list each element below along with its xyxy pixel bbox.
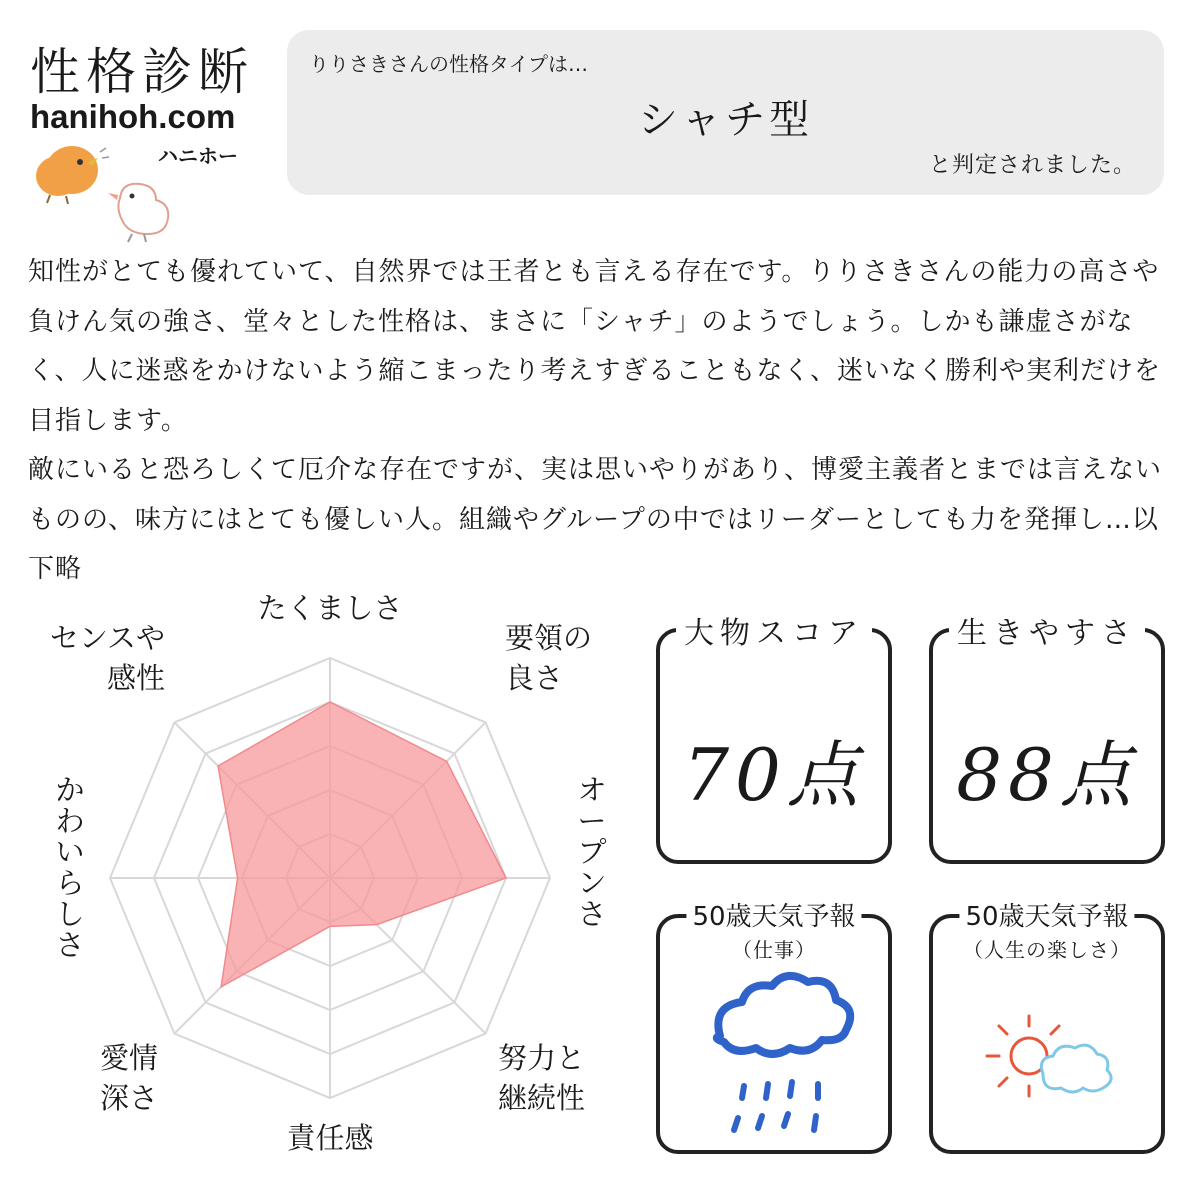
work-forecast-card [656, 902, 892, 1154]
result-intro-text: りりさきさんの性格タイプは… [309, 52, 588, 76]
radar-axis-label: センスや感性 [49, 621, 165, 695]
radar-axis-label: 要領の良さ [505, 621, 593, 695]
bigness-score-title: 大物スコア [676, 608, 872, 652]
radar-axis-label: かわいらしさ [55, 773, 85, 962]
chick-mascot-icon [20, 140, 180, 245]
white-chick-icon [108, 184, 168, 242]
radar-axis-label: 責任感 [286, 1121, 374, 1155]
site-subtitle: ハニホー [158, 146, 238, 168]
bigness-score-value: 70点 [683, 733, 865, 817]
orange-chick-icon [36, 146, 109, 204]
ease-score-title: 生きやすさ [949, 608, 1145, 652]
description-paragraph: 敵にいると恐ろしくて厄介な存在ですが、実は思いやりがあり、博愛主義者とまでは言えないものの、味方にはとても優しい人。組織やグループの中ではリーダーとしても力を発揮し…以下略 [28, 455, 1163, 584]
site-logo-title: 性格診断 [30, 43, 254, 101]
ease-score-card [929, 616, 1165, 864]
radar-axis-label: 努力と継続性 [498, 1041, 586, 1115]
personality-description [28, 248, 1178, 595]
personality-radar-chart [0, 590, 640, 1190]
result-panel [287, 30, 1164, 195]
work-forecast-subtitle: （仕事） [732, 938, 816, 962]
rain-cloud-icon [660, 958, 888, 1148]
site-domain[interactable]: hanihoh.com [30, 98, 236, 135]
description-paragraph: 知性がとても優れていて、自然界では王者とも言える存在です。りりさきさんの能力の高さや負けん気の強さ、堂々とした性格は、まさに「シャチ」のようでしょう。しかも謙虚さがなく、人に迷惑をかけないよう縮こまったり考えすぎることもなく、迷いなく勝利や実利だけを目指します。 [28, 257, 1161, 436]
radar-axis-label: オープンさ [577, 773, 607, 931]
result-outro-text: と判定されました。 [928, 153, 1136, 178]
cloud-icon [1041, 1045, 1111, 1092]
personality-type: シャチ型 [637, 97, 814, 143]
ease-score-value: 88点 [956, 733, 1138, 817]
radar-axis-label: たくましさ [257, 591, 403, 625]
sun-with-cloud-icon [933, 958, 1161, 1148]
life-forecast-card [929, 902, 1165, 1154]
life-forecast-title: 50歳天気予報 [959, 896, 1134, 933]
radar-axis-label: 愛情深さ [99, 1041, 158, 1115]
bigness-score-card [656, 616, 892, 864]
life-forecast-subtitle: （人生の楽しさ） [963, 938, 1131, 962]
work-forecast-title: 50歳天気予報 [686, 896, 861, 933]
